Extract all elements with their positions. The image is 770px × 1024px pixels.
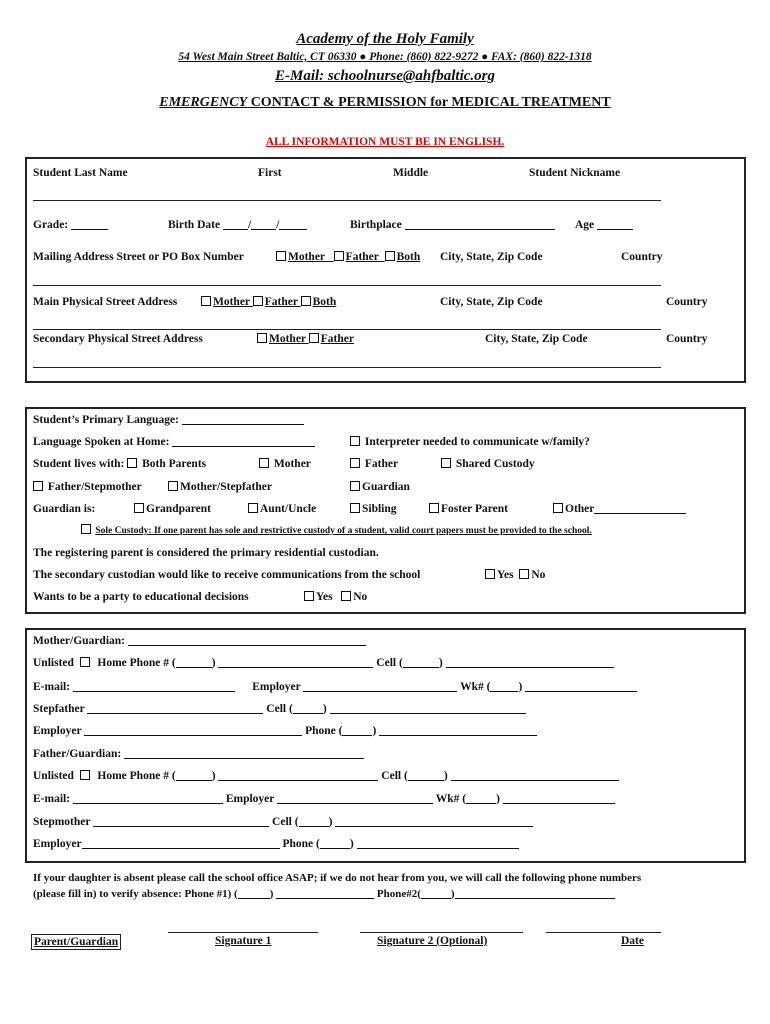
main-country-label: Country [666,296,708,308]
parent-guardian-label: Parent/Guardian [31,934,121,950]
mailing-father-label: Father [345,251,379,263]
stepfather-phone-label: Phone [305,725,336,737]
mailing-city-label: City, State, Zip Code [440,251,543,263]
school-name: Academy of the Holy Family [296,31,474,47]
father-guardian-row [33,747,364,761]
nickname-label: Student Nickname [529,167,621,179]
stepfather-cell-field[interactable] [330,702,526,714]
paren: ( [486,681,491,693]
aunt-uncle-checkbox[interactable] [248,503,258,513]
father-employer-field[interactable] [277,792,433,804]
mailing-both-label: Both [396,251,421,263]
lives-mother-label: Mother [273,458,311,470]
absence-paren-close-2: ) [450,888,455,900]
other-field[interactable] [594,502,686,514]
secondary-mother-label: Mother [269,333,306,345]
father-email-field[interactable] [73,792,223,804]
home-language-row [33,435,315,449]
stepmother-label: Stepmother [33,816,91,828]
slash-1: / [247,219,252,231]
stepfather-field[interactable] [87,702,263,714]
lives-mother-row [259,457,311,471]
absence-phone1-label: (please fill in) to verify absence: Phone #1) ( [33,888,238,900]
father-cell-area-field[interactable] [408,769,444,781]
stepfather-label: Stepfather [33,703,85,715]
middle-name-label: Middle [393,167,429,179]
signature-2-label: Signature 2 (Optional) [377,935,488,947]
father-wk-field[interactable] [503,792,615,804]
communication-yes-checkbox[interactable] [485,569,495,579]
interpreter-checkbox[interactable] [350,436,360,446]
mailing-mother-label: Mother [288,251,326,263]
date-line[interactable] [546,932,661,933]
aunt-uncle-label: Aunt/Uncle [260,503,317,515]
mother-phone-row [33,656,614,670]
mother-step-label: Mother/Stepfather [180,481,272,493]
mother-cell-field[interactable] [446,656,614,668]
secondary-mother-checkbox[interactable] [257,333,267,343]
stepmother-phone-area-field[interactable] [320,837,350,849]
sibling-label: Sibling [362,503,397,515]
mother-guardian-field[interactable] [128,634,366,646]
primary-language-label: Student’s Primary Language: [33,414,179,426]
birth-day-field[interactable] [251,218,276,230]
father-unlisted-label: Unlisted [33,770,74,782]
main-city-label: City, State, Zip Code [440,296,543,308]
grandparent-checkbox[interactable] [134,503,144,513]
stepmother-phone-label: Phone [282,838,314,850]
main-physical-label: Main Physical Street Address [33,296,178,308]
title-emergency: EMERGENCY [159,95,248,110]
absence-phone2-area-field[interactable] [421,887,451,899]
paren: ( [171,770,176,782]
mother-wk-field[interactable] [525,680,637,692]
party-yes-checkbox[interactable] [304,591,314,601]
father-home-phone-label: Home Phone # [97,770,169,782]
english-notice: ALL INFORMATION MUST BE IN ENGLISH. [265,136,505,148]
grade-field[interactable] [71,218,108,230]
main-both-checkbox[interactable] [301,296,311,306]
paren: ( [403,770,408,782]
communication-options [485,568,545,582]
grandparent-label: Grandparent [146,503,211,515]
paren: ( [338,725,343,737]
paren: ) [211,770,216,782]
age-label: Age [575,219,595,231]
lives-father-label: Father [364,458,399,470]
student-info-box [25,157,746,383]
interpreter-row [350,435,590,449]
paren: ) [328,816,333,828]
both-parents-checkbox[interactable] [127,458,137,468]
mother-unlisted-checkbox[interactable] [80,657,90,667]
stepfather-phone-area-field[interactable] [342,724,372,736]
party-yes-label: Yes [316,591,333,603]
birthplace-field[interactable] [405,218,555,230]
birth-month-field[interactable] [223,218,248,230]
secondary-communication-text: The secondary custodian would like to receive communications from the school [33,569,421,581]
secondary-father-label: Father [320,333,354,345]
mailing-parent-options [276,250,420,264]
secondary-father-checkbox[interactable] [309,333,319,343]
mother-step-row [168,480,272,494]
mother-unlisted-label: Unlisted [33,657,74,669]
paren: ) [438,657,443,669]
father-guardian-label: Father/Guardian: [33,748,122,760]
stepfather-employer-row [33,724,537,738]
absence-phone2-field[interactable] [455,887,615,899]
stepfather-cell-label: Cell [266,703,287,715]
father-step-checkbox[interactable] [33,481,43,491]
stepfather-row [33,702,526,716]
party-options [304,590,367,604]
father-cell-label: Cell [381,770,402,782]
absence-phone1-area-field[interactable] [238,887,270,899]
paren: ( [315,838,320,850]
paren: ) [518,681,523,693]
foster-checkbox[interactable] [429,503,439,513]
mailing-label: Mailing Address Street or PO Box Number [33,251,244,263]
guardian-is-label: Guardian is: [33,503,96,515]
paren: ( [294,816,299,828]
mother-wk-label: Wk# [460,681,484,693]
grandparent-row [134,502,211,516]
school-email: E-Mail: schoolnurse@ahfbaltic.org [274,68,495,84]
paren: ) [443,770,448,782]
paren: ( [462,793,467,805]
father-email-row [33,792,615,806]
paren: ) [322,703,327,715]
paren: ( [288,703,293,715]
lives-mother-checkbox[interactable] [259,458,269,468]
stepmother-employer-field[interactable] [82,837,280,849]
mother-cell-area-field[interactable] [403,656,439,668]
stepfather-phone-field[interactable] [379,724,537,736]
sibling-row [350,502,397,516]
form-title [0,95,770,111]
shared-custody-row [441,457,535,471]
secondary-physical-line[interactable] [33,367,661,368]
mother-home-area-field[interactable] [176,656,212,668]
grade-row [33,218,108,232]
birth-date-label: Birth Date [168,219,221,231]
interpreter-label: Interpreter needed to communicate w/family? [364,436,590,448]
stepmother-cell-field[interactable] [335,815,533,827]
father-unlisted-checkbox[interactable] [80,770,90,780]
age-row [575,218,633,232]
paren: ( [171,657,176,669]
absence-text-line1: If your daughter is absent please call the school office ASAP; if we do not hear from you, we will call the following phone numbers [33,872,642,884]
father-email-label: E-mail: [33,793,71,805]
paren: ) [496,793,500,805]
other-row [553,502,686,516]
father-wk-area-field[interactable] [466,792,496,804]
lives-father-row [350,457,398,471]
grade-label: Grade: [33,219,69,231]
mother-guardian-label: Mother/Guardian: [33,635,125,647]
stepmother-field[interactable] [93,815,269,827]
party-no-label: No [353,591,368,603]
stepmother-cell-area-field[interactable] [299,815,329,827]
absence-paren-close: ) [269,888,274,900]
slash-2: / [276,219,280,231]
main-mother-label: Mother [213,296,250,308]
mother-home-phone-field[interactable] [218,656,373,668]
main-mother-checkbox[interactable] [201,296,211,306]
shared-custody-checkbox[interactable] [441,458,451,468]
mailing-father-checkbox[interactable] [334,251,344,261]
signature-1-label: Signature 1 [215,935,272,947]
communication-no-label: No [531,569,546,581]
stepmother-cell-label: Cell [272,816,292,828]
primary-language-row [33,413,304,427]
absence-phone2-label: Phone#2( [376,888,421,900]
home-language-field[interactable] [172,435,315,447]
mailing-both-checkbox[interactable] [385,251,395,261]
absence-text-line2 [33,887,615,901]
aunt-uncle-row [248,502,316,516]
main-physical-parent-options [201,295,336,309]
shared-custody-label: Shared Custody [455,458,535,470]
student-name-line[interactable] [33,200,661,201]
mother-email-field[interactable] [73,680,235,692]
main-both-label: Both [312,296,337,308]
school-address: 54 West Main Street Baltic, CT 06330 ● Phone: (860) 822-9272 ● FAX: (860) 822-1318 [178,51,592,63]
mother-wk-area-field[interactable] [490,680,518,692]
secondary-country-label: Country [666,333,708,345]
signature-2-line[interactable] [360,932,523,933]
birthplace-row [350,218,555,232]
age-field[interactable] [597,218,633,230]
lives-father-checkbox[interactable] [350,458,360,468]
communication-yes-label: Yes [497,569,514,581]
primary-custodian-text: The registering parent is considered the primary residential custodian. [33,547,379,559]
sole-custody-row [81,524,592,538]
lives-with-label: Student lives with: [33,458,125,470]
foster-label: Foster Parent [441,503,508,515]
date-label: Date [621,935,644,947]
mother-email-row [33,680,637,694]
secondary-parent-options [257,332,354,346]
stepmother-employer-label: Employer [33,838,82,850]
primary-language-field[interactable] [182,413,304,425]
sole-custody-label: Sole Custody: If one parent has sole and restrictive custody of a student, valid court papers must be provided to the school. [95,526,592,536]
mother-home-phone-label: Home Phone # [97,657,169,669]
stepfather-employer-field[interactable] [84,724,302,736]
sibling-checkbox[interactable] [350,503,360,513]
paren: ) [349,838,354,850]
mother-email-label: E-mail: [33,681,71,693]
father-wk-label: Wk# [435,793,460,805]
father-step-label: Father/Stepmother [47,481,142,493]
foster-row [429,502,508,516]
lives-with-row [33,457,206,471]
father-employer-label: Employer [225,793,275,805]
secondary-physical-label: Secondary Physical Street Address [33,333,203,345]
main-father-label: Father [264,296,298,308]
first-name-label: First [258,167,282,179]
stepfather-cell-area-field[interactable] [293,702,323,714]
stepmother-employer-row [33,837,519,851]
secondary-city-label: City, State, Zip Code [485,333,588,345]
father-guardian-field[interactable] [124,747,364,759]
title-rest: CONTACT & PERMISSION for MEDICAL TREATMENT [247,95,611,110]
both-parents-label: Both Parents [142,458,207,470]
signature-1-line[interactable] [168,932,318,933]
mailing-address-line[interactable] [33,285,661,286]
stepmother-row [33,815,533,829]
father-home-area-field[interactable] [176,769,212,781]
party-text: Wants to be a party to educational decisions [33,591,249,603]
father-cell-field[interactable] [451,769,619,781]
party-no-checkbox[interactable] [341,591,351,601]
mother-employer-label: Employer [252,681,301,693]
mother-step-checkbox[interactable] [168,481,178,491]
student-last-name-label: Student Last Name [33,167,128,179]
mailing-mother-checkbox[interactable] [276,251,286,261]
stepfather-employer-label: Employer [33,725,82,737]
birth-date-row [168,218,307,232]
mother-cell-label: Cell [376,657,397,669]
stepmother-phone-field[interactable] [357,837,519,849]
main-physical-line[interactable] [33,329,661,330]
communication-no-checkbox[interactable] [519,569,529,579]
absence-phone1-field[interactable] [276,887,374,899]
other-label: Other [565,503,595,515]
mailing-country-label: Country [621,251,663,263]
birth-year-field[interactable] [279,218,307,230]
father-home-phone-field[interactable] [218,769,378,781]
guardian-row [350,480,410,494]
mother-employer-field[interactable] [303,680,457,692]
father-phone-row [33,769,619,783]
father-step-row [33,480,142,494]
other-checkbox[interactable] [553,503,563,513]
guardian-label: Guardian [362,481,410,493]
main-father-checkbox[interactable] [253,296,263,306]
paren: ( [398,657,403,669]
paren: ) [372,725,377,737]
guardian-checkbox[interactable] [350,481,360,491]
mother-guardian-row [33,634,366,648]
sole-custody-checkbox[interactable] [81,524,91,534]
paren: ) [211,657,216,669]
birthplace-label: Birthplace [350,219,402,231]
home-language-label: Language Spoken at Home: [33,436,170,448]
